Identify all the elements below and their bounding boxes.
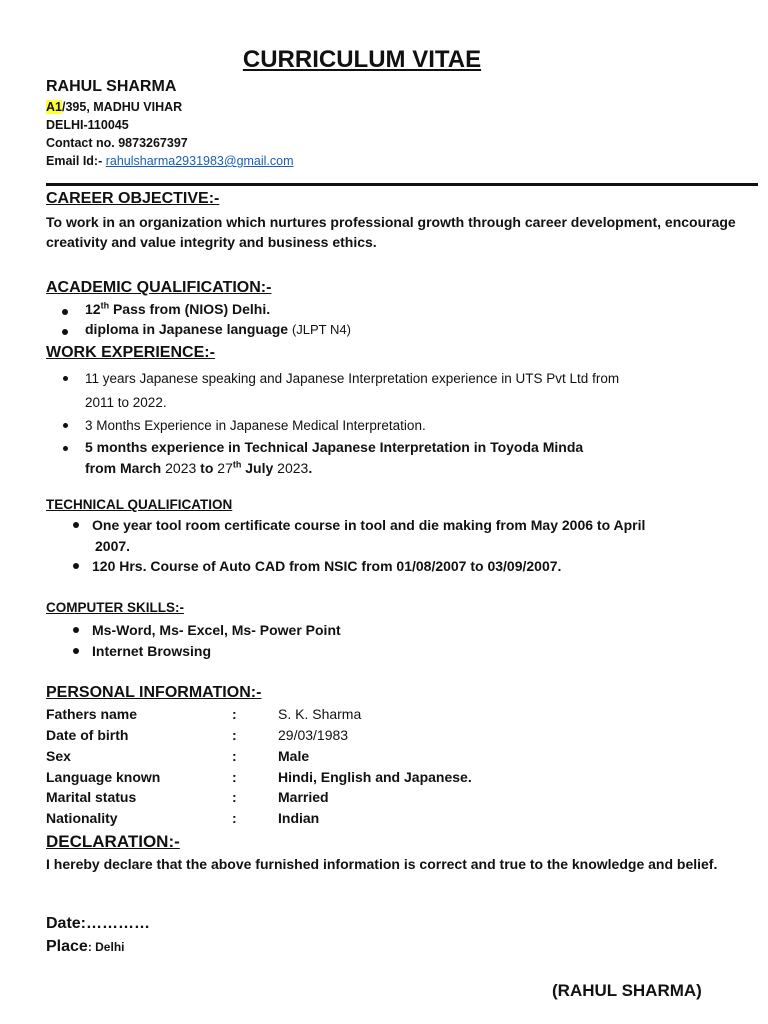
bullet-icon [73, 627, 79, 633]
contact-line: Contact no. 9873267397 [46, 136, 188, 150]
career-objective-heading: CAREER OBJECTIVE:- [46, 190, 220, 207]
personal-value: 29/03/1983 [278, 727, 349, 743]
bullet-icon [73, 563, 79, 569]
academic-heading: ACADEMIC QUALIFICATION:- [46, 279, 272, 296]
personal-value: Indian [278, 810, 320, 826]
date-label: Date:………… [46, 915, 151, 932]
technical-item-1-line-1: One year tool room certificate course in tool and die making from May 2006 to April [92, 517, 646, 533]
technical-item-1-line-2: 2007. [95, 538, 131, 554]
document-title: CURRICULUM VITAE [242, 46, 482, 73]
personal-info-heading: PERSONAL INFORMATION:- [46, 684, 262, 701]
bullet-icon [73, 522, 79, 528]
bullet-icon [63, 376, 68, 381]
technical-heading: TECHNICAL QUALIFICATION [46, 497, 233, 512]
personal-label: Fathers name [46, 706, 138, 722]
place-label: Place [46, 938, 88, 955]
technical-item-2: 120 Hrs. Course of Auto CAD from NSIC from 01/08/2007 to 03/09/2007. [92, 558, 562, 574]
work-item-1-line-1: 11 years Japanese speaking and Japanese Interpretation experience in UTS Pvt Ltd from [85, 371, 620, 386]
personal-separator: : [232, 789, 237, 805]
candidate-name: RAHUL SHARMA [46, 78, 177, 95]
declaration-text: I hereby declare that the above furnished information is correct and true to the knowledge and belief. [46, 856, 718, 872]
personal-value: Hindi, English and Japanese. [278, 769, 472, 785]
work-item-2: 3 Months Experience in Japanese Medical Interpretation. [85, 418, 426, 433]
computer-skill-item: Ms-Word, Ms- Excel, Ms- Power Point [92, 622, 341, 638]
personal-separator: : [232, 727, 237, 743]
personal-separator: : [232, 769, 237, 785]
personal-label: Marital status [46, 789, 137, 805]
work-item-3-line-2: from March 2023 to 27th July 2023. [85, 459, 313, 476]
declaration-heading: DECLARATION:- [46, 832, 180, 851]
email-line [46, 154, 294, 168]
address-rest: /395, MADHU VIHAR [61, 100, 183, 114]
email-link[interactable]: rahulsharma2931983@gmail.com [105, 154, 294, 168]
address-line [46, 100, 182, 114]
bullet-icon [63, 446, 68, 451]
signature-name: (RAHUL SHARMA) [552, 981, 702, 1000]
bullet-icon [73, 648, 79, 654]
personal-separator: : [232, 748, 237, 764]
personal-label: Sex [46, 748, 71, 764]
bullet-icon [63, 423, 68, 428]
personal-value: S. K. Sharma [278, 706, 362, 722]
personal-separator: : [232, 810, 237, 826]
place-line [46, 938, 124, 956]
email-label: Email Id:- [46, 154, 106, 168]
personal-separator: : [232, 706, 237, 722]
bullet-icon [62, 329, 68, 335]
computer-skills-heading: COMPUTER SKILLS:- [46, 600, 184, 615]
personal-label: Date of birth [46, 727, 129, 743]
work-item-1-line-2: 2011 to 2022. [85, 395, 167, 410]
computer-skill-item: Internet Browsing [92, 643, 212, 659]
academic-item-1: 12th Pass from (NIOS) Delhi. [85, 300, 271, 317]
work-heading: WORK EXPERIENCE:- [46, 344, 215, 361]
academic-item-2: diploma in Japanese language (JLPT N4) [85, 321, 351, 337]
place-value: : Delhi [87, 940, 125, 954]
personal-label: Language known [46, 769, 161, 785]
career-objective-text: To work in an organization which nurtures professional growth through career development, encourage creativity and value integrity and business ethics. [46, 214, 736, 250]
personal-value: Married [278, 789, 329, 805]
city-line: DELHI-110045 [46, 118, 129, 132]
personal-label: Nationality [46, 810, 118, 826]
work-item-3-line-1: 5 months experience in Technical Japanese Interpretation in Toyoda Minda [85, 439, 584, 455]
personal-value: Male [278, 748, 310, 764]
bullet-icon [62, 309, 68, 315]
header-divider [46, 183, 758, 186]
address-highlight: A1 [46, 100, 62, 114]
